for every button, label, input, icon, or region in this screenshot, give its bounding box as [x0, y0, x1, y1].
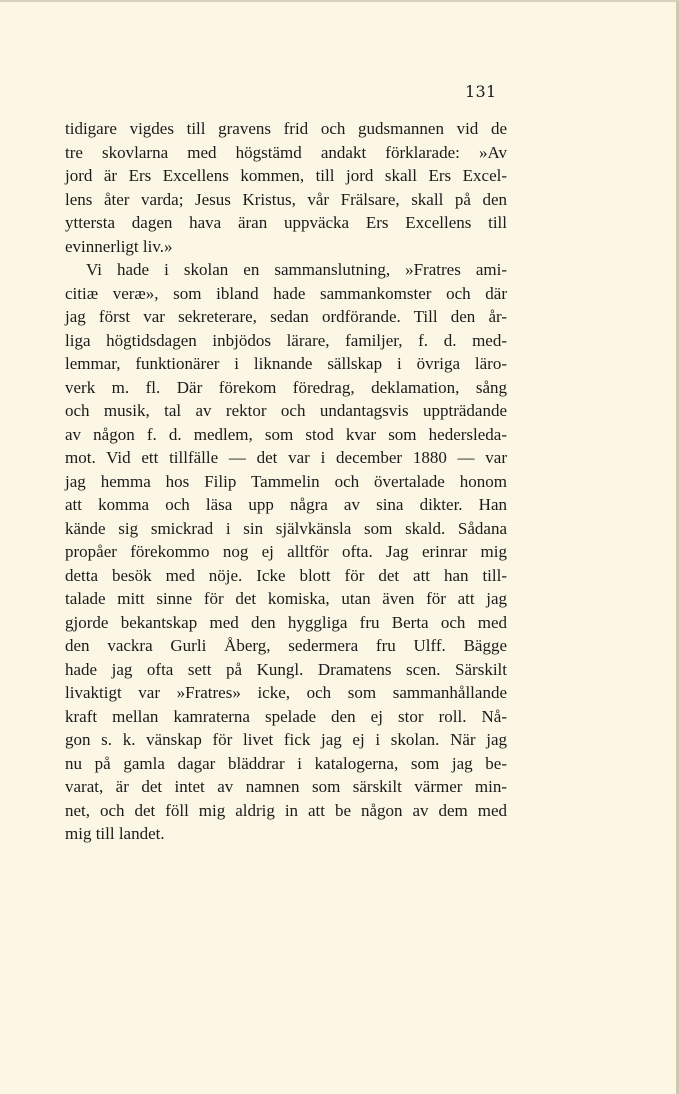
text-line: av någon f. d. medlem, som stod kvar som hedersleda-: [65, 424, 507, 444]
text-line: gon s. k. vänskap för livet fick jag ej i skolan. När jag: [65, 730, 507, 749]
text-line: livaktigt var »Fratres» icke, och som sammanhållande: [65, 683, 507, 702]
text-line: och musik, tal av rektor och undantagsvis uppträdande: [65, 401, 507, 420]
text-line: mot. Vid ett tillfälle — det var i december 1880 — var: [65, 448, 507, 467]
text-line: kände sig smickrad i sin självkänsla som skald. Sådana: [65, 518, 507, 538]
text-line: jag hemma hos Filip Tammelin och övertalade honom: [65, 471, 507, 491]
text-line: den vackra Gurli Åberg, sedermera fru Ulff. Bägge: [65, 636, 507, 655]
text-line: lemmar, funktionärer i liknande sällskap i övriga läro-: [65, 354, 507, 373]
text-line: Vi hade i skolan en sammanslutning, »Fratres ami-: [86, 260, 507, 279]
text-line: tre skovlarna med högstämd andakt förklarade: »Av: [65, 142, 507, 162]
text-line: hade jag ofta sett på Kungl. Dramatens scen. Särskilt: [65, 659, 507, 679]
text-line: citiæ veræ», som ibland hade sammankomster och där: [65, 283, 507, 303]
text-line: yttersta dagen hava äran uppväcka Ers Excellens till: [65, 213, 507, 232]
text-line: talade mitt sinne för det komiska, utan även för att jag: [65, 589, 507, 608]
page-number: 131: [465, 82, 497, 101]
text-line: jord är Ers Excellens kommen, till jord skall Ers Excel-: [65, 166, 507, 185]
text-line: varat, är det intet av namnen som särskilt värmer min-: [65, 777, 507, 796]
text-line: tidigare vigdes till gravens frid och gudsmannen vid de: [65, 119, 507, 138]
text-line: mig till landet.: [65, 824, 165, 843]
text-line: att komma och läsa upp några av sina dikter. Han: [65, 495, 507, 514]
text-line: detta besök med nöje. Icke blott för det att han till-: [65, 565, 507, 585]
text-line: kraft mellan kamraterna spelade den ej stor roll. Nå-: [65, 706, 507, 726]
text-line: verk m. fl. Där förekom föredrag, deklamation, sång: [65, 377, 507, 397]
text-line: liga högtidsdagen inbjödos lärare, familjer, f. d. med-: [65, 330, 507, 350]
text-line: lens åter varda; Jesus Kristus, vår Frälsare, skall på den: [65, 189, 507, 209]
text-line: propåer förekommo nog ej alltför ofta. Jag erinrar mig: [65, 542, 507, 561]
text-line: jag först var sekreterare, sedan ordförande. Till den år-: [65, 307, 507, 326]
text-line: gjorde bekantskap med den hyggliga fru Berta och med: [65, 612, 507, 632]
text-line: nu på gamla dagar bläddrar i katalogerna, som jag be-: [65, 753, 507, 773]
text-line: evinnerligt liv.»: [65, 236, 173, 256]
body-text: [65, 117, 507, 846]
text-line: net, och det föll mig aldrig in att be någon av dem med: [65, 800, 507, 820]
